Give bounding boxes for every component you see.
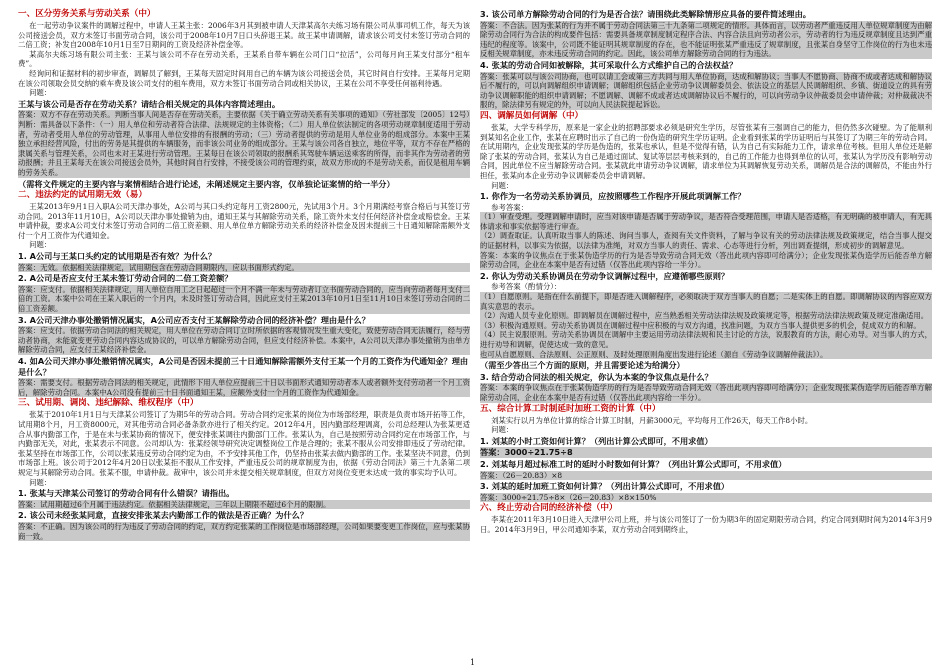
answer-label: 参考答案（酌情分）： [491,282,562,292]
question-label: 问题： [29,477,52,487]
question: 1. A公司与王某口头约定的试用期是否有效？为什么？ [18,251,217,262]
question: 2. 刘某每月超过标准工时的延时小时数如何计算？（列出计算公式即可，不用求值） [480,458,787,469]
case-paragraph: 某高尔夫练习场有限公司主张：王某与该公司不存在劳动关系，王某系自带车辆在公司门口“拉活”，公司每月向王某支付部分“租车费”。 [18,49,470,69]
case-paragraph: 张某，大学专科学历，原来是一家企业的招聘部要求必须是研究生学历，尽管张某有三强调自己的能力，但仍然多次碰壁。为了能顺利到某知名企业工作，张某在应聘时出示了自己的一份伪造的研究生学历证明。企业看到张某的学历证明后与其签订了为期三年的劳动合同。在试用期内，企业发现张某的学历是伪造的，张某也承认，但是不觉得有错，认为自己有实际能力工作，请求单位考核。但用人单位还是解除了张某的劳动合同，张某认为自己是通过面试、复试等层层考核来到的，自己的工作能力也得到单位的认可，张某认为学历没有影响劳动合同，因此单位不应当解除劳动合同。张某就此申请劳动争议调解，请求单位为其调解恢复劳动关系，调解员是合法的调解员，不能由外行担任，张某向本企业劳动争议调解委员会申请调解。 [480,122,932,180]
page-number: 1 [470,658,476,667]
case-paragraph: 刘某实行以月为单位计算的综合计算工时制，月薪3000元，平均每月工作26天，每天工作8小时。 [491,415,813,425]
question: 3. 刘某的延时加班工资如何计算？（列出计算公式即可，不用求值） [480,481,730,492]
answer-paragraph: 也可从自愿原则、合法原则、公正原则、及时处理原则角度出发进行论述（源自《劳动争议调解仲裁法》）。 [480,350,932,360]
answer-paragraph: 答案：试用期超过6个月属于违法约定。依据相关法律规定，三年以上期限不超过6个月的限制。 [18,500,470,510]
answer-paragraph: 答案：不正确。因为该公司的行为违反了劳动合同的约定，双方约定张某的工作岗位是市场部经理，公司如果要变更工作岗位，应与张某协商一致。 [18,521,470,541]
right-column [480,8,932,658]
scoring-note: （需至少答出三个方面的原则，并且需要论述为给满分） [480,360,685,371]
answer-paragraph: 答案：不合法。因为张某的行为并不属于劳动合同法第三十九条第二项规定的情形。具体而言，以劳动者严重违反用人单位规章制度为由解除劳动合同行为合法的构成要件包括：需要具备规章制度制定程序合法、内容合法且向劳动者公示，劳动者的行为违反规章制度且达到严重违纪的程度等。该案中，公司既不能证明其规章制度的存在，也不能证明张某严重违反了规章制度，且张某自身坚守工作岗位的行为也未违反相关规章制度，亦未违反劳动合同的约定。因此，该公司单方解除劳动合同的行为违法。 [480,20,932,59]
answer-paragraph: （1）审查受理。受理调解申请时，应当对该申请是否属于劳动争议，是否符合受理范围，申请人是否适格，有无明确的被申请人，有无具体请求和事实依据等进行审查。 [480,212,932,231]
question: 1. 你作为一名劳动关系协调员，应按照哪些工作程序开展此项调解工作？ [480,191,746,202]
question: 2. 该公司未经张某同意，直接安排张某去内勤部工作的做法是否正确？为什么？ [18,510,309,521]
question: 1. 张某与天津某公司签订的劳动合同有什么错误？请指出。 [18,488,235,499]
question: 3. 结合劳动合同法的相关规定，你认为本案的争议焦点是什么？ [480,371,713,382]
question: 王某与该公司是否存在劳动关系？请结合相关规定的具体内容简述理由。 [18,98,281,109]
question-label: 问题： [491,425,514,435]
answer-paragraph: （2）沟通人员专业化原则。即调解员在调解过程中，应当熟悉相关劳动法律法规及政策规定等，根据劳动法律法规政策及规定准确适用。 [480,311,932,321]
section-1-title: 一、区分劳务关系与劳动关系（中） [18,9,156,19]
question: 2. A公司是否应支付王某未签订劳动合同的二倍工资差额？ [18,273,233,284]
answer-paragraph: 答案：张某可以与该公司协商，也可以请工会或第三方共同与用人单位协商，达成和解协议；当事人不愿协商、协商不成或者达成和解协议后不履行的，可以向调解组织申请调解；调解组织包括企业劳动争议调解委员会、依法设立的基层人民调解组织、乡镇、街道设立的具有劳动争议调解职能的组织申请调解；不愿调解、调解不成或者达成调解协议后不履行的，可以向劳动争议仲裁委员会申请仲裁；对仲裁裁决不服的，除法律另有规定的外，可以向人民法院提起诉讼。 [480,71,932,110]
case-paragraph: 经询问和证据材料的初步审查，调解员了解到，王某每天固定时间用自己的车辆为该公司接送会员，其它时间自行安排。王某每月定期在该公司领取会员交纳的乘车费及该公司支付的租车费用，双方未签订书面劳动合同或相关协议，王某在公司不享受任何福利待遇。 [18,68,470,88]
answer-paragraph: 答案：双方不存在劳动关系。判断当事人间是否存在劳动关系，主要依据《关于确立劳动关系有关事项的通知》（劳社部发〔2005〕12号）判断：需具备以下条件：（一）用人单位和劳动者符合法律、法规规定的主体资格；（二）用人单位依法制定的各项劳动规章制度适用于劳动者，劳动者受用人单位的劳动管理，从事用人单位安排的有报酬的劳动；（三）劳动者提供的劳动是用人单位业务的组成部分。本案中王某独立承担经营风险，付出的劳务是其提供的车辆服务，而非该公司业务的组成部分。王某与该公司各自独立，地位平等，双方不存在严格的隶属关系与管理关系，公司也未对王某进行劳动管理。王某每日在该公司领取的报酬系其驾驶车辆运送乘客的所得，而非其作为劳动者的劳动报酬；并且王某每天在该公司接送会员外，其他时间自行安排，不接受该公司的管理约束，故双方形成的不是劳动关系，而仅是租用车辆的劳务关系。 [18,110,470,177]
section-3-title: 三、试用期、调岗、违纪解除、维权程序（中） [18,398,199,409]
answer-formula: 答案：3000÷21.75÷8×（26－20.83）×8×150% [480,493,932,503]
answer-paragraph: 答案：无效。依据相关法律规定，试用期包含在劳动合同期限内，应以书面形式约定。 [18,263,470,273]
section-6-title: 六、终止劳动合同的经济补偿（中） [480,503,618,514]
answer-paragraph: 答案：本案的争议焦点在于张某伪造学历的行为是否导致劳动合同无效（答出此项内容即可给满分）；企业发现张某伪造学历后能否单方解除劳动合同，企业在本案中是否有过错（仅答出此项内容给一半分）。 [480,383,932,402]
answer-paragraph: 答案：本案的争议焦点在于张某伪造学历的行为是否导致劳动合同无效（答出此项内容即可给满分）；企业发现张某伪造学历后能否单方解除劳动合同，企业在本案中是否有过错（仅答出此项内容给一半分）。 [480,250,932,270]
answer-paragraph: 答案：应支付。依据劳动合同法的相关规定，用人单位在劳动合同订立时所依据的客观情况发生重大变化，致使劳动合同无法履行，经与劳动者协商，未能就变更劳动合同内容达成协议的，可以单方解除劳动合同，但应支付经济补偿。本案中，A公司以天津办事处撤销为由单方解除劳动合同，应支付王某经济补偿金。 [18,326,470,355]
section-2-title: 二、违法约定的试用期无效（易） [18,190,147,201]
question: 4. 如A公司天津办事处撤销情况属实，A公司是否因未提前三十日通知解除需额外支付王某一个月的工资作为代通知金？理由是什么？ [18,356,469,377]
question-label: 问题： [29,240,52,250]
left-column [18,8,470,658]
question: 3. A公司天津办事处撤销情况属实，A公司应否支付王某解除劳动合同的经济补偿？理由是什么？ [18,314,370,325]
scoring-note: （需将文件规定的主要内容与案情相结合进行论述，未阐述规定主要内容，仅单独论证案情的给一半分） [18,178,395,189]
answer-formula: 答案：3000÷21.75÷8 [480,447,932,458]
question-label: 问题： [29,88,52,98]
question: 3. 该公司单方解除劳动合同的行为是否合法？请围绕此类解除情形应具备的要件简述理由。 [480,9,811,19]
answer-paragraph: 答案：应支付。依据相关法律规定，用人单位自用工之日起超过一个月不满一年未与劳动者订立书面劳动合同的，应当向劳动者每月支付二倍的工资。本案中公司在王某入职后的一个月内，未及时签订劳动合同，因此应支付王某2013年10月1日至11月10日未签订劳动合同的二倍工资差额。 [18,284,470,314]
case-paragraph: 李某在2011年3月10日进入天津甲公司上班，并与该公司签订了一份为期3年的固定期限劳动合同，约定合同到期时间为2014年3月9日。2014年3月9日，甲公司通知李某，双方劳动合同到期终止， [480,515,932,534]
section-4-title: 四、调解员如何调解（中） [480,110,584,121]
question: 4. 张某的劳动合同如被解除，其可采取什么方式维护自己的合法权益？ [480,59,738,70]
answer-formula: 答案：（26－20.83）×8 [480,471,932,481]
question: 2. 你认为劳动关系协调员在劳动争议调解过程中，应遵循哪些原则？ [480,270,730,281]
answer-paragraph: （1）自愿原则。是指在什么前提下，即是否进入调解程序，必须取决于双方当事人的自愿；二是实体上的自愿。即调解协议的内容应双方真实意思的表示。 [480,292,932,311]
case-paragraph: 在一起劳动争议案件的调解过程中，申请人王某主张：2006年3月其到被申请人天津某高尔夫练习场有限公司从事司机工作，每天为该公司接送会员，双方未签订书面劳动合同，该公司于2008年10月7日口头辞退王某。故王某申请调解，请求该公司支付未签订劳动合同的二倍工资；补发自2008年10月1日至7日期间的工资及经济补偿金等。 [18,21,470,50]
answer-paragraph: （4）民主说服原则。劳动关系协调员在调解中主要运用劳动法律法规和民主讨论的方法，说服教育的方法，耐心劝导。对当事人的方式，进行劝导和调解，促使达成一致的意见。 [480,330,932,349]
answer-paragraph: （3）积极沟通原则。劳动关系协调员在调解过程中应积极的与双方沟通，找准问题，为双方当事人提供更多的机会，促成双方的和解。 [480,321,932,331]
answer-paragraph: 答案：需要支付。根据劳动合同法的相关规定，此情形下用人单位应提前三十日以书面形式通知劳动者本人或者额外支付劳动者一个月工资后，解除劳动合同。本案中A公司没有提前三十日书面通知王某，应额外支付一个月的工资作为代通知金。 [18,378,470,397]
answer-paragraph: （2）调查取证。认真听取当事人的陈述、询问当事人，查阅有关文件资料，了解与争议有关的劳动法律法规及政策规定，结合当事人提交的证据材料，以事实为依据，以法律为准绳，对双方当事人的责任、需求、心态等进行分析，列出调查提纲，形成初步的调解意见。 [480,231,932,251]
case-paragraph: 张某于2010年1月1日与天津某公司签订了为期5年的劳动合同。劳动合同约定张某的岗位为市场部经理，职责是负责市场开拓等工作，试用期8个月，月工资8000元，对其他劳动合同必备条款亦进行了相关约定。2012年4月，因内勤部经理调离，公司总经理认为张某更适合从事内勤部工作，于是在未与张某协商的情况下，便安排张某调往内勤部门工作。张某认为，自己是按照劳动合同约定在市场部工作，与内勤部无关，对此，张某表示不同意。公司却认为：张某经领导研究决定调整岗位工作是合理的；张某不服从公司安排即违反了劳动纪律。张某坚持在市场部工作，公司以张某违反劳动合同约定为由，不予安排其他工作，仍坚持由张某去做内勤部的工作。张某坚决不同意，仍到市场部上班。该公司于2012年4月20日以张某拒不服从工作安排，严重违反公司的规章制度为由，依据《劳动合同法》第三十九条第二项规定与其解除劳动合同。张某不服，申请仲裁。裁审中，该公司并未提交相关规章制度，但双方对岗位变更未达成一致的事实均予认可。 [18,410,470,477]
answer-label: 参考答案： [491,202,529,212]
question-label: 问题： [491,180,514,190]
question: 1. 刘某的小时工资如何计算？（列出计算公式即可，不用求值） [480,435,713,446]
case-paragraph: 王某2013年9月1日入职A公司天津办事处，A公司与其口头约定每月工资2800元，先试用3个月。3个月期满经考察合格后与其签订劳动合同。2013年11月10日，A公司以天津办事处撤销为由，通知王某与其解除劳动关系，除工资外未支付任何经济补偿金或赔偿金。王某申请仲裁，要求A公司支付未签订劳动合同的二倍工资差额、用人单位单方解除劳动关系的经济补偿金及因未提前三十日通知解除需额外支付一个月工资作为代通知金。 [18,202,470,240]
section-5-title: 五、综合计算工时制延时加班工资的计算（中） [480,403,661,414]
